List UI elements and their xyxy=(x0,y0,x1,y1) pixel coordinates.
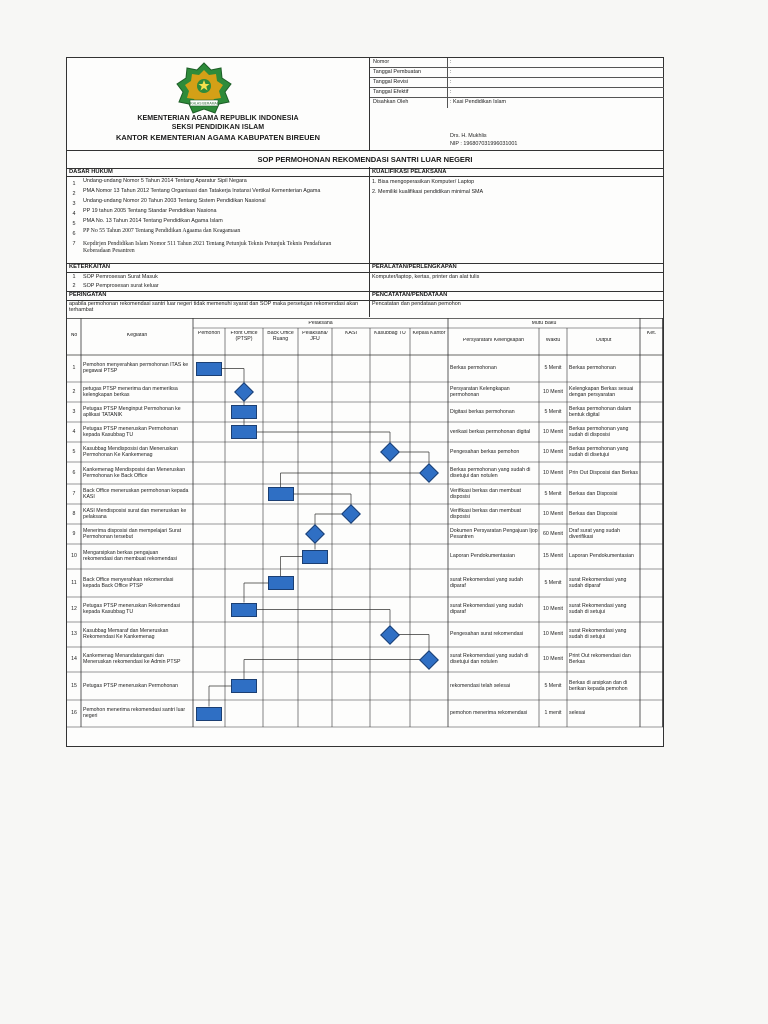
row-persyaratan: pemohon menerima rekomendasi xyxy=(450,710,528,717)
row-persyaratan: Berkas permohonan yang sudah di disetujui dan notulen xyxy=(450,466,531,479)
header-mutu-baku: Mutu Baku xyxy=(531,321,557,326)
row-output: Kelengkapan Berkas sesuai dengan persyaratan xyxy=(569,385,634,398)
document-title: SOP PERMOHONAN REKOMENDASI SANTRI LUAR NEGERI xyxy=(67,150,663,169)
row-persyaratan: Digitasi berkas permohonan xyxy=(450,408,515,415)
kualifikasi-heading: KUALIFIKASI PELAKSANA xyxy=(372,169,447,175)
process-box xyxy=(231,679,257,693)
row-number: 12 xyxy=(71,606,77,613)
row-waktu: 10 Menit xyxy=(543,469,563,476)
row-kegiatan: Petugas PTSP meneruskan Permohonan xyxy=(83,682,179,689)
actor-header: Back Office Ruang xyxy=(267,331,294,342)
row-output: Laporan Pendokumentasian xyxy=(569,553,634,560)
process-box xyxy=(302,550,328,564)
row-number: 3 xyxy=(72,408,76,415)
dasar-hukum-number: 3 xyxy=(72,201,76,207)
dasar-hukum-item: PMA Nomor 13 Tahun 2012 Tentang Organisasi dan Tatakerja Instansi Vertikal Kementerian Agama xyxy=(83,188,321,194)
row-kegiatan: Back Office meneruskan permohonan kepada KASI xyxy=(83,487,189,500)
row-output: Berkas di arsipkan dan di berikan kepada pemohon xyxy=(569,679,628,692)
row-output: Berkas permohonan yang sudah di disposisi xyxy=(569,425,629,438)
dasar-hukum-number: 2 xyxy=(72,191,76,197)
document-meta xyxy=(369,58,664,150)
row-number: 2 xyxy=(72,388,76,395)
row-number: 4 xyxy=(72,428,76,435)
row-kegiatan: Kankemenag Mendisposisi dan Meneruskan Permohonan ke Back Office xyxy=(83,466,186,479)
peringatan-text: apabila permohonan rekomendasi santri luar negeri tidak memenuhi syarat dan SOP maka persetujan rekomendasi akan terhambat xyxy=(69,301,359,314)
dasar-hukum-heading: DASAR HUKUM xyxy=(69,169,113,175)
row-output: Berkas dan Disposisi xyxy=(569,490,618,497)
row-persyaratan: Pengesahan surat rekomendasi xyxy=(450,631,524,638)
row-persyaratan: surat Rekomendasi yang sudah di disetujui dan notulen xyxy=(450,653,529,665)
section-name: SEKSI PENDIDIKAN ISLAM xyxy=(171,124,265,131)
row-kegiatan: Menerima disposisi dan mempelajari Surat Permohonan tersebut xyxy=(83,527,182,540)
dasar-hukum-item: Undang-undang Nomor 5 Tahun 2014 Tentang Aparatur Sipil Negara xyxy=(83,178,247,184)
actor-header: Front Office (PTSP) xyxy=(230,331,258,342)
row-number: 13 xyxy=(71,631,77,638)
header-no: No xyxy=(70,333,78,338)
row-persyaratan: Berkas permohonan xyxy=(450,365,497,372)
row-number: 1 xyxy=(72,365,76,372)
row-waktu: 10 Menit xyxy=(543,448,563,455)
row-persyaratan: rekomendasi telah selesai xyxy=(450,682,510,689)
row-waktu: 5 Menit xyxy=(544,365,562,372)
header-output: Output xyxy=(595,338,612,343)
process-box xyxy=(196,707,222,721)
row-persyaratan: Verifikasi berkas dan membuat disposisi xyxy=(450,507,521,520)
row-output: surat Rekomendasi yang sudah di setujui xyxy=(569,603,627,615)
peralatan-text: Komputer/laptop, kertas, printer dan alat tulis xyxy=(372,274,480,280)
row-number: 9 xyxy=(72,530,76,537)
row-output: surat Rekomendasi yang sudah di setujui xyxy=(569,628,627,640)
keterkaitan-heading: KETERKAITAN xyxy=(69,264,111,270)
kemenag-logo xyxy=(175,62,233,114)
meta-nomor: Nomor : xyxy=(370,58,664,68)
header-kegiatan: Kegiatan xyxy=(126,333,148,338)
pencatatan-text: Pencatatan dan pendataan pemohon xyxy=(372,301,461,307)
header-pelaksana: Pelaksana xyxy=(308,321,333,326)
row-waktu: 1 menit xyxy=(544,710,562,717)
dasar-hukum-number: 1 xyxy=(72,181,76,187)
process-box xyxy=(231,425,257,439)
process-box xyxy=(231,405,257,419)
row-kegiatan: Petugas PTSP meneruskan Permohonan kepada Kasubbag TU xyxy=(83,425,179,438)
header-ket: Ket. xyxy=(646,331,657,336)
row-waktu: 5 Menit xyxy=(544,490,562,497)
ministry-name: KEMENTERIAN AGAMA REPUBLIK INDONESIA xyxy=(137,115,299,122)
row-kegiatan: KASI Mendisposisi surat dan meneruskan ke pelaksana xyxy=(83,507,187,520)
meta-disahkan: Disahkan Oleh : Kasi Pendidikan Islam xyxy=(373,99,507,105)
row-number: 10 xyxy=(71,553,77,560)
row-kegiatan: Pemohon menerima rekomendasi santri luar negeri xyxy=(83,707,186,719)
row-number: 7 xyxy=(72,490,76,497)
sop-document: IKHLAS BERAMAL KEMENTERIAN AGAMA REPUBLIK INDONESIA SEKSI PENDIDIKAN ISLAM KANTOR KEMENTERIAN AGAMA KABUPATEN BIREUEN Nomor : Tanggal Pembuatan : Tanggal Revisi : Tanggal Efektif : Disahkan Oleh : Kasi Pendidikan Islam Drs. H. Mukhlis NIP : 196807031996031001 SOP PERMOHONAN REKOMENDASI SANTRI LUAR NEGERI DASAR HUKUM KUALIFIKASI PELAKSANA 1 Undang-undang Nomor 5 Tahun 2014 Tentang Aparatur Sipil Negara 2 PMA Nomor 13 Tahun 2012 Tentang Organisasi dan Tatakerja Instansi Vertikal Kementerian Agama 3 Undang-undang Nomor 20 Tahun 2003 Tentang Sistem Pendidikan Nasional 4 PP 19 tahun 2005 Tentang Standar Pendidikan Nasiona 5 PMA No. 13 Tahun 2014 Tentang Pendidikan Agama Islam 6 PP No 55 Tahun 2007 Tentang Pendidikan Agaama dan Keagamaan 7 Kepdirjen Pendidikan Islam Nomor 511 Tahun 2021 Tentang Petunjuk Teknis Petunjuk Teknis Pendaftaran Keberadaan Pesantren 1. Bisa mengoperasikan Komputer/ Laptop 2. Memiliki kualifikasi pendidikan minimal SMA KETERKAITAN PERALATAN/PERLENGKAPAN 1 SOP Pemrosesan Surat Masuk 2 SOP Pemprosesan surat keluar Komputer/laptop, kertas, printer dan alat tulis PERINGATAN PENCATATAN/PENDATAAN apabila permohonan rekomendasi santri luar negeri tidak memenuhi syarat dan SOP maka persetujan rekomendasi akan terhambat Pencatatan dan pendataan pemohon No Kegiatan Pelaksana Mutu Baku Ket. Pemohon Front Office (PTSP) Back Office Ruang Pelaksana/ JFU KASI Kasubbag TU Kepala Kantor Persyaratan/ Kelengkapan Waktu Output 1 Pemohon menyerahkan permohonan ITAS ke pegawai PTSP Berkas permohonan 5 Menit Berkas permohonan 2 petugas PTSP menerima dan memeriksa kelengkapan berkas Persyaratan Kelengkapan permohonan 10 Menit Kelengkapan Berkas sesuai dengan persyaratan 3 Petugas PTSP Menginput Permohonan ke aplikasi TATANIK Digitasi berkas permohonan 5 Menit Berkas permohonan dalam bentuk digital 4 Petugas PTSP meneruskan Permohonan kepada Kasubbag TU verikasi berkas permohonan digital 10 Menit Berkas permohonan yang sudah di disposisi 5 Kasubbag Mendisposisi dan Meneruskan Permohonan Ke Kankemenag Pengesahan berkas pemohon 10 Menit Berkas permohonan yang sudah di disetujui 6 Kankemenag Mendisposisi dan Meneruskan Permohonan ke Back Office Berkas permohonan yang sudah di disetujui dan notulen 10 Menit Prin Out Disposisi dan Berkas 7 Back Office meneruskan permohonan kepada KASI Verifikasi berkas dan membuat disposisi 5 Menit Berkas dan Disposisi 8 KASI Mendisposisi surat dan meneruskan ke pelaksana Verifikasi berkas dan membuat disposisi 10 Menit Berkas dan Disposisi 9 Menerima disposisi dan mempelajari Surat Permohonan tersebut Dokumen Persyaratan Pengajuan Ijop Pesantren 60 Menit Draf surat yang sudah diverifikasi 10 Mengarsipkan berkas pengajuan rekomendasi dan membuat rekomendasi Laporan Pendokumentasian 15 Menit Laporan Pendokumentasian 11 Back Office menyerahkan rekomendasi kepada Back Office PTSP surat Rekomendasi yang sudah diparaf 5 Menit surat Rekomendasi yang sudah diparaf 12 Petugas PTSP meneruskan Rekomendasi kepada Kasubbag TU surat Rekomendasi yang sudah diparaf 10 Menit surat Rekomendasi yang sudah di setujui 13 Kasubbag Memaraf dan Meneruskan Rekomendasi Ke Kankemenag Pengesahan surat rekomendasi 10 Menit surat Rekomendasi yang sudah di setujui 14 Kankemenag Menandatangani dan Meneruskan rekomendasi ke Admin PTSP surat Rekomendasi yang sudah di disetujui dan notulen 10 Menit Print Out rekomendasi dan Berkas 15 Petugas PTSP meneruskan Permohonan rekomendasi telah selesai 5 Menit Berkas di arsipkan dan di berikan kepada pemohon 16 Pemohon menerima rekomendasi santri luar negeri pemohon menerima rekomendasi 1 menit selesai xyxy=(66,57,664,747)
dasar-hukum-number: 4 xyxy=(72,211,76,217)
row-waktu: 10 Menit xyxy=(543,428,563,435)
process-box xyxy=(268,487,294,501)
row-waktu: 10 Menit xyxy=(543,631,563,638)
row-persyaratan: Verifikasi berkas dan membuat disposisi xyxy=(450,487,521,500)
row-number: 16 xyxy=(71,710,77,717)
row-kegiatan: Back Office menyerahkan rekomendasi kepada Back Office PTSP xyxy=(83,576,174,589)
row-number: 5 xyxy=(72,448,76,455)
actor-header: Kasubbag TU xyxy=(374,331,406,336)
signer-name: Drs. H. Mukhlis xyxy=(450,133,487,139)
row-waktu: 5 Menit xyxy=(544,682,562,689)
row-waktu: 5 Menit xyxy=(544,579,562,586)
row-output: Berkas permohonan dalam bentuk digital xyxy=(569,405,632,418)
row-output: Berkas permohonan xyxy=(569,365,616,372)
pencatatan-heading: PENCATATAN/PENDATAAN xyxy=(372,292,448,298)
row-output: Berkas permohonan yang sudah di disetujui xyxy=(569,445,629,458)
row-number: 15 xyxy=(71,682,77,689)
dasar-hukum-number: 6 xyxy=(72,231,76,237)
actor-header: Pemohon xyxy=(197,331,221,336)
row-kegiatan: Petugas PTSP Menginput Permohonan ke aplikasi TATANIK xyxy=(83,405,181,418)
row-persyaratan: surat Rekomendasi yang sudah diparaf xyxy=(450,576,523,589)
row-output: selesai xyxy=(569,710,586,717)
dasar-hukum-item: PMA No. 13 Tahun 2014 Tentang Pendidikan Agama Islam xyxy=(83,218,223,224)
peralatan-heading: PERALATAN/PERLENGKAPAN xyxy=(372,264,457,270)
kualifikasi-item: 1. Bisa mengoperasikan Komputer/ Laptop xyxy=(372,179,475,185)
process-box xyxy=(268,576,294,590)
row-waktu: 15 Menit xyxy=(543,553,563,560)
actor-header: KASI xyxy=(345,331,357,336)
row-kegiatan: Kasubbag Mendisposisi dan Meneruskan Permohonan Ke Kankemenag xyxy=(83,445,178,458)
keterkaitan-item: SOP Pemrosesan Surat Masuk xyxy=(83,274,158,280)
kualifikasi-item: 2. Memiliki kualifikasi pendidikan minimal SMA xyxy=(372,189,484,195)
actor-header: Pelaksana/ JFU xyxy=(302,331,328,342)
row-kegiatan: Pemohon menyerahkan permohonan ITAS ke pegawai PTSP xyxy=(83,362,189,374)
row-waktu: 10 Menit xyxy=(543,606,563,613)
row-waktu: 10 Menit xyxy=(543,388,563,395)
row-waktu: 5 Menit xyxy=(544,408,562,415)
row-kegiatan: Kasubbag Memaraf dan Meneruskan Rekomendasi Ke Kankemenag xyxy=(83,628,169,640)
row-output: surat Rekomendasi yang sudah diparaf xyxy=(569,576,627,589)
process-box xyxy=(196,362,222,376)
logo-motto: IKHLAS BERAMAL xyxy=(189,101,219,106)
row-persyaratan: verikasi berkas permohonan digital xyxy=(450,428,531,435)
dasar-hukum-number: 5 xyxy=(72,221,76,227)
actor-header: Kepala Kantor xyxy=(412,331,446,336)
row-kegiatan: petugas PTSP menerima dan memeriksa kelengkapan berkas xyxy=(83,385,178,398)
row-number: 8 xyxy=(72,510,76,517)
row-kegiatan: Petugas PTSP meneruskan Rekomendasi kepada Kasubbag TU xyxy=(83,603,181,615)
dasar-hukum-item: Undang-undang Nomor 20 Tahun 2003 Tentang Sistem Pendidikan Nasional xyxy=(83,198,266,204)
row-waktu: 10 Menit xyxy=(543,656,563,663)
dasar-hukum-item: PP 19 tahun 2005 Tentang Standar Pendidikan Nasiona xyxy=(83,208,217,214)
meta-tanggal-efektif: Tanggal Efektif : xyxy=(370,88,664,98)
row-kegiatan: Mengarsipkan berkas pengajuan rekomendasi dan membuat rekomendasi xyxy=(83,550,178,562)
dasar-hukum-item: Kepdirjen Pendidikan Islam Nomor 511 Tahun 2021 Tentang Petunjuk Teknis Petunjuk Teknis Pendaftaran Keberadaan Pesantren xyxy=(83,241,332,254)
row-output: Draf surat yang sudah diverifikasi xyxy=(569,527,621,540)
keterkaitan-item: SOP Pemprosesan surat keluar xyxy=(83,283,159,289)
row-output: Print Out rekomendasi dan Berkas xyxy=(569,653,631,665)
peringatan-heading: PERINGATAN xyxy=(69,292,107,298)
process-box xyxy=(231,603,257,617)
row-number: 11 xyxy=(71,579,77,586)
header-persyaratan: Persyaratan/ Kelengkapan xyxy=(462,338,525,343)
dasar-hukum-item: PP No 55 Tahun 2007 Tentang Pendidikan Agaama dan Keagamaan xyxy=(83,228,241,234)
row-output: Prin Out Disposisi dan Berkas xyxy=(569,469,638,476)
row-output: Berkas dan Disposisi xyxy=(569,510,618,517)
meta-tanggal-revisi: Tanggal Revisi : xyxy=(370,78,664,88)
row-persyaratan: Persyaratan Kelengkapan permohonan xyxy=(450,385,510,398)
row-waktu: 60 Menit xyxy=(543,530,563,537)
row-number: 6 xyxy=(72,469,76,476)
signer-nip: NIP : 196807031996031001 xyxy=(450,141,518,147)
row-persyaratan: Dokumen Persyaratan Pengajuan Ijop Pesantren xyxy=(450,527,538,540)
row-number: 14 xyxy=(71,656,77,663)
document-header xyxy=(67,58,663,150)
office-name: KANTOR KEMENTERIAN AGAMA KABUPATEN BIREUEN xyxy=(115,133,321,142)
header-waktu: Waktu xyxy=(545,338,561,343)
dasar-hukum-number: 7 xyxy=(72,241,76,247)
row-persyaratan: Laporan Pendokumentasian xyxy=(450,553,515,560)
row-waktu: 10 Menit xyxy=(543,510,563,517)
row-persyaratan: Pengesahan berkas pemohon xyxy=(450,448,520,455)
row-kegiatan: Kankemenag Menandatangani dan Meneruskan rekomendasi ke Admin PTSP xyxy=(83,653,181,665)
row-persyaratan: surat Rekomendasi yang sudah diparaf xyxy=(450,603,523,615)
meta-tanggal-pembuatan: Tanggal Pembuatan : xyxy=(370,68,664,78)
